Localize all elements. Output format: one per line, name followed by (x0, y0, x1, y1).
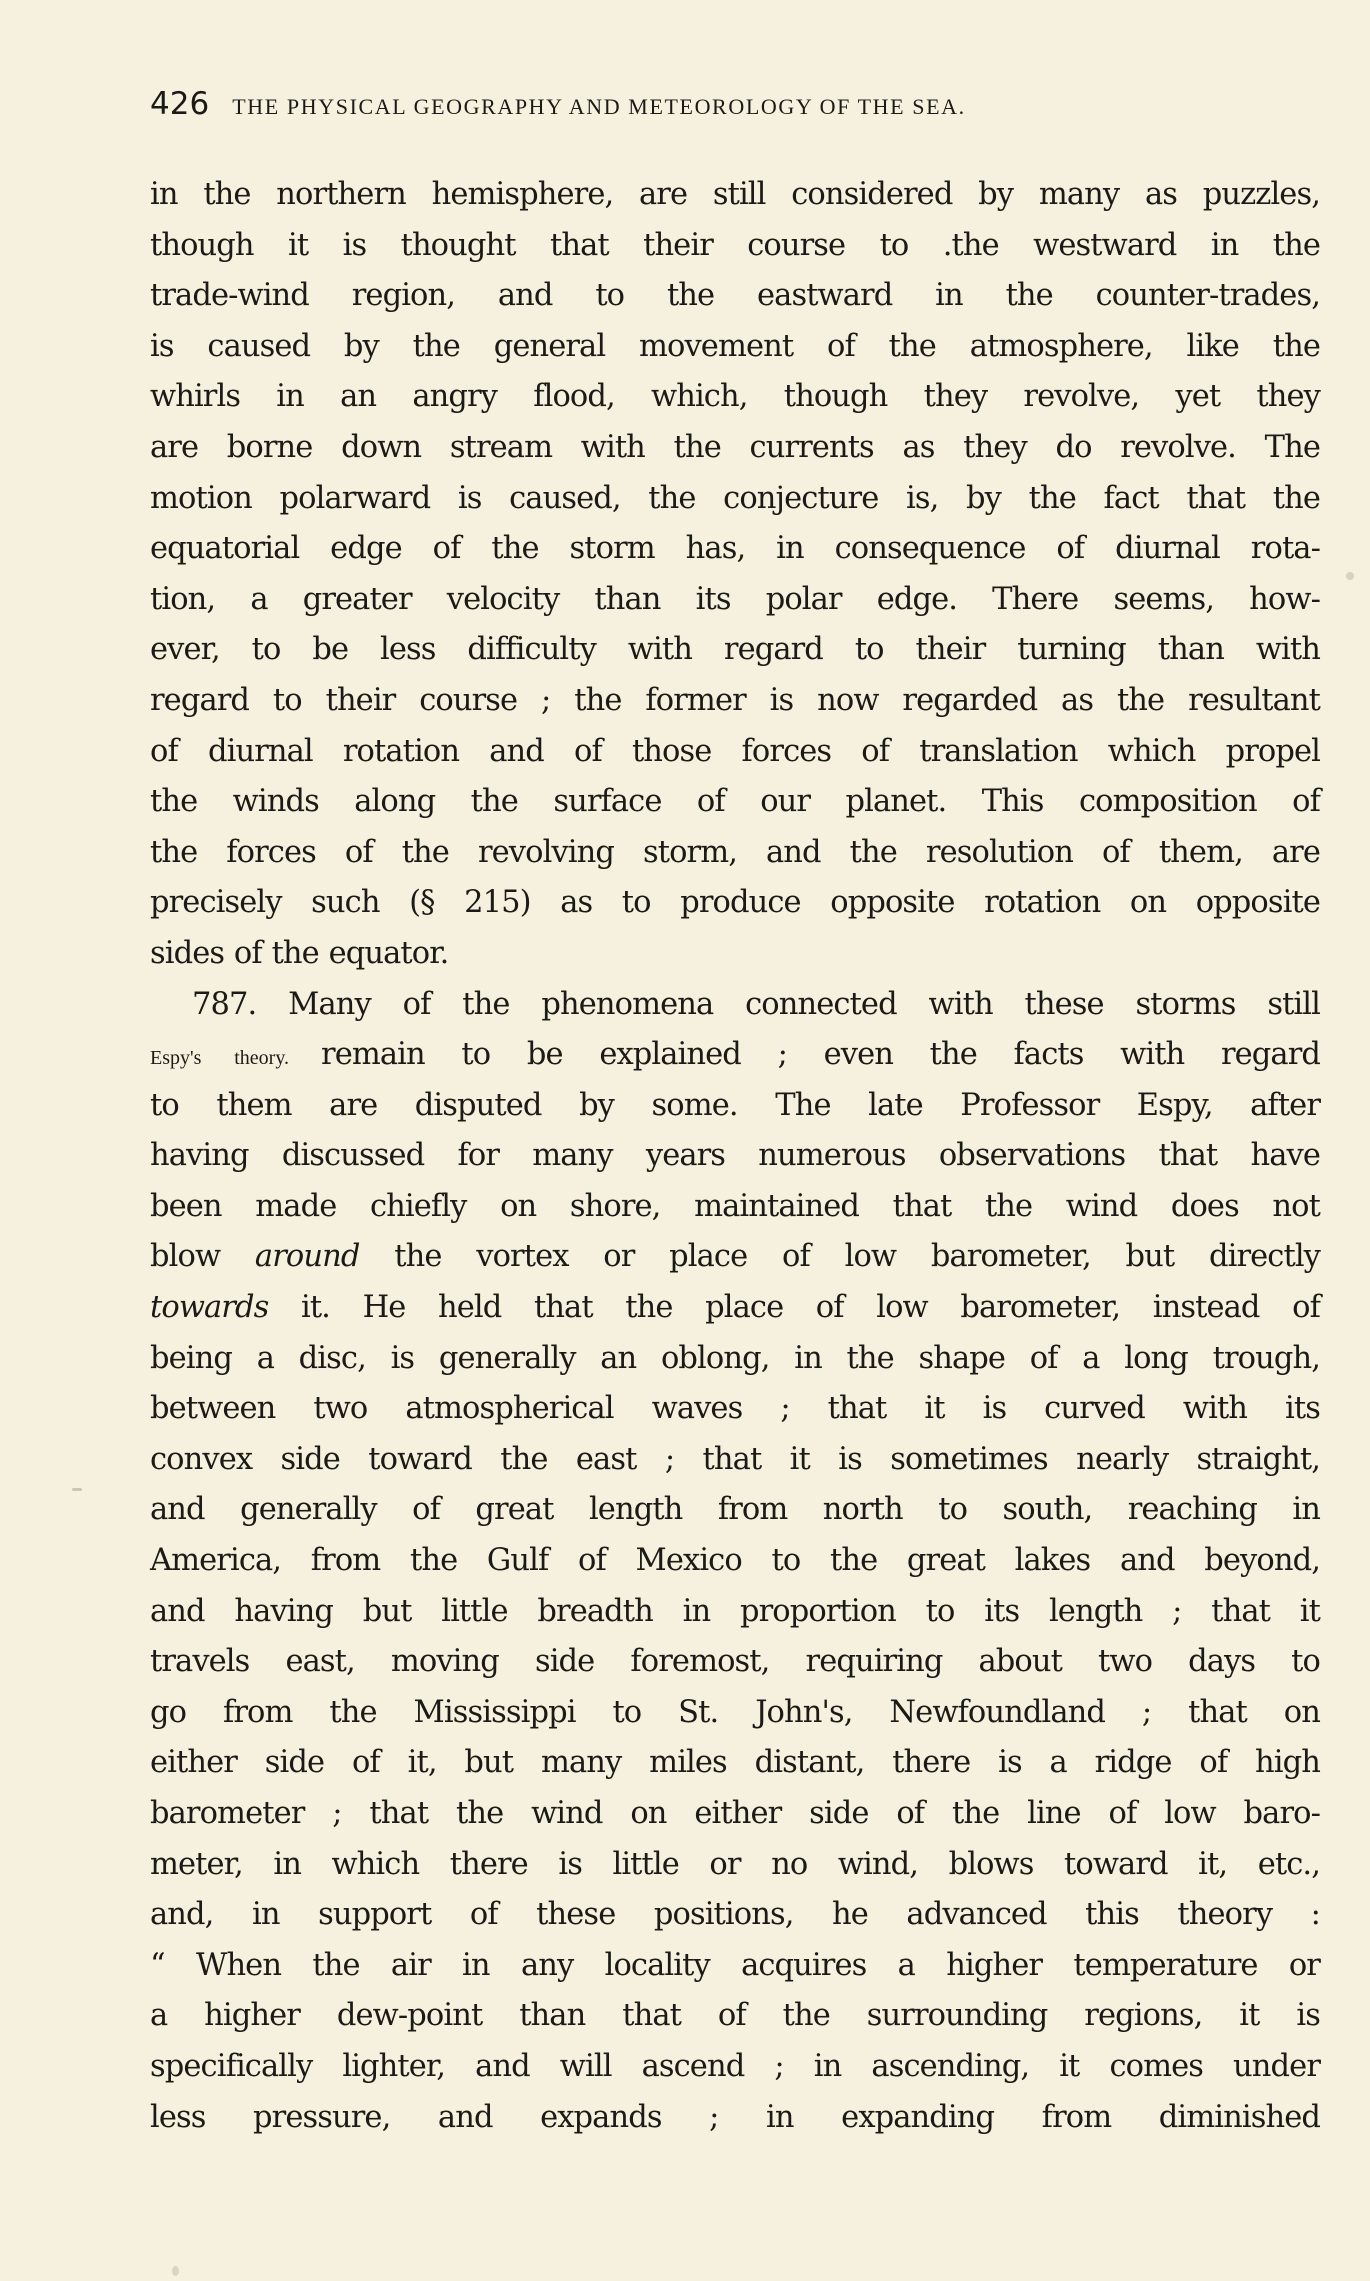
text-line: are borne down stream with the currents as they do revolve. The (150, 429, 1320, 465)
text-line: trade-wind region, and to the eastward in the counter-trades, (150, 278, 1320, 314)
text-line: is caused by the general movement of the atmosphere, like the (150, 328, 1320, 364)
text-line: equatorial edge of the storm has, in consequence of diurnal rota- (150, 531, 1320, 567)
text-line: sides of the equator. (150, 935, 449, 971)
line-lead: blow (150, 1239, 221, 1275)
text-line-with-italic (150, 1232, 1320, 1283)
text-line: go from the Mississippi to St. John's, Newfoundland ; that on (150, 1694, 1320, 1730)
text-line: convex side toward the east ; that it is sometimes nearly straight, (150, 1441, 1320, 1477)
body-text (150, 170, 1320, 2143)
text-line: the winds along the surface of our planet. This composition of (150, 784, 1320, 820)
paragraph-787-start: 787. Many of the phenomena connected with these storms still (192, 986, 1320, 1022)
text-line: either side of it, but many miles distant, there is a ridge of high (150, 1745, 1320, 1781)
text-line: whirls in an angry flood, which, though they revolve, yet they (150, 379, 1320, 415)
page-number: 426 (150, 86, 210, 122)
text-line: of diurnal rotation and of those forces of translation which propel (150, 733, 1320, 769)
paper-speck (1346, 572, 1354, 580)
text-line: and having but little breadth in proportion to its length ; that it (150, 1593, 1320, 1629)
text-line: America, from the Gulf of Mexico to the great lakes and beyond, (150, 1543, 1320, 1579)
text-line: meter, in which there is little or no wind, blows toward it, etc., (150, 1846, 1320, 1882)
text-line: and, in support of these positions, he advanced this theory : (150, 1897, 1320, 1933)
text-line: to them are disputed by some. The late Professor Espy, after (150, 1087, 1320, 1123)
text-line: though it is thought that their course to .the westward in the (150, 227, 1320, 263)
text-line: travels east, moving side foremost, requiring about two days to (150, 1644, 1320, 1680)
text-line: a higher dew-point than that of the surrounding regions, it is (150, 1998, 1320, 2034)
text-line: and generally of great length from north to south, reaching in (150, 1492, 1320, 1528)
text-line: in the northern hemisphere, are still considered by many as puzzles, (150, 177, 1320, 212)
marginal-note: Espy's theory. (150, 1047, 290, 1070)
text-line: specifically lighter, and will ascend ; in ascending, it comes under (150, 2048, 1320, 2084)
line-rest: it. He held that the place of low barometer, instead of (300, 1290, 1320, 1326)
paper-speck (172, 2266, 179, 2276)
text-line: barometer ; that the wind on either side of the line of low baro- (150, 1796, 1320, 1831)
text-line-content: remain to be explained ; even the facts with regard (321, 1037, 1320, 1073)
line-rest: the vortex or place of low barometer, but directly (394, 1239, 1321, 1275)
text-line: been made chiefly on shore, maintained that the wind does not (150, 1188, 1320, 1224)
italic-word-towards: towards (150, 1290, 269, 1326)
paper-speck (72, 1488, 82, 1491)
text-line: ever, to be less difficulty with regard to their turning than with (150, 632, 1320, 668)
text-line-with-italic (150, 1283, 1320, 1334)
text-line: regard to their course ; the former is now regarded as the resultant (150, 682, 1320, 718)
text-line: having discussed for many years numerous observations that have (150, 1138, 1320, 1174)
running-title: THE PHYSICAL GEOGRAPHY AND METEOROLOGY OF THE SEA. (232, 94, 966, 119)
text-line: less pressure, and expands ; in expanding from diminished (150, 2099, 1320, 2135)
italic-word-around: around (254, 1239, 360, 1275)
text-line: precisely such (§ 215) as to produce opposite rotation on opposite (150, 885, 1320, 921)
text-line: the forces of the revolving storm, and the resolution of them, are (150, 834, 1320, 870)
text-line: “ When the air in any locality acquires a higher temperature or (150, 1947, 1320, 1983)
page-header (150, 86, 1250, 126)
text-line: being a disc, is generally an oblong, in the shape of a long trough, (150, 1340, 1320, 1376)
text-line: between two atmospherical waves ; that it is curved with its (150, 1391, 1320, 1427)
text-line: motion polarward is caused, the conjecture is, by the fact that the (150, 480, 1320, 516)
text-line: tion, a greater velocity than its polar edge. There seems, how- (150, 581, 1320, 617)
text-line-with-marginal-note (150, 1030, 1320, 1081)
